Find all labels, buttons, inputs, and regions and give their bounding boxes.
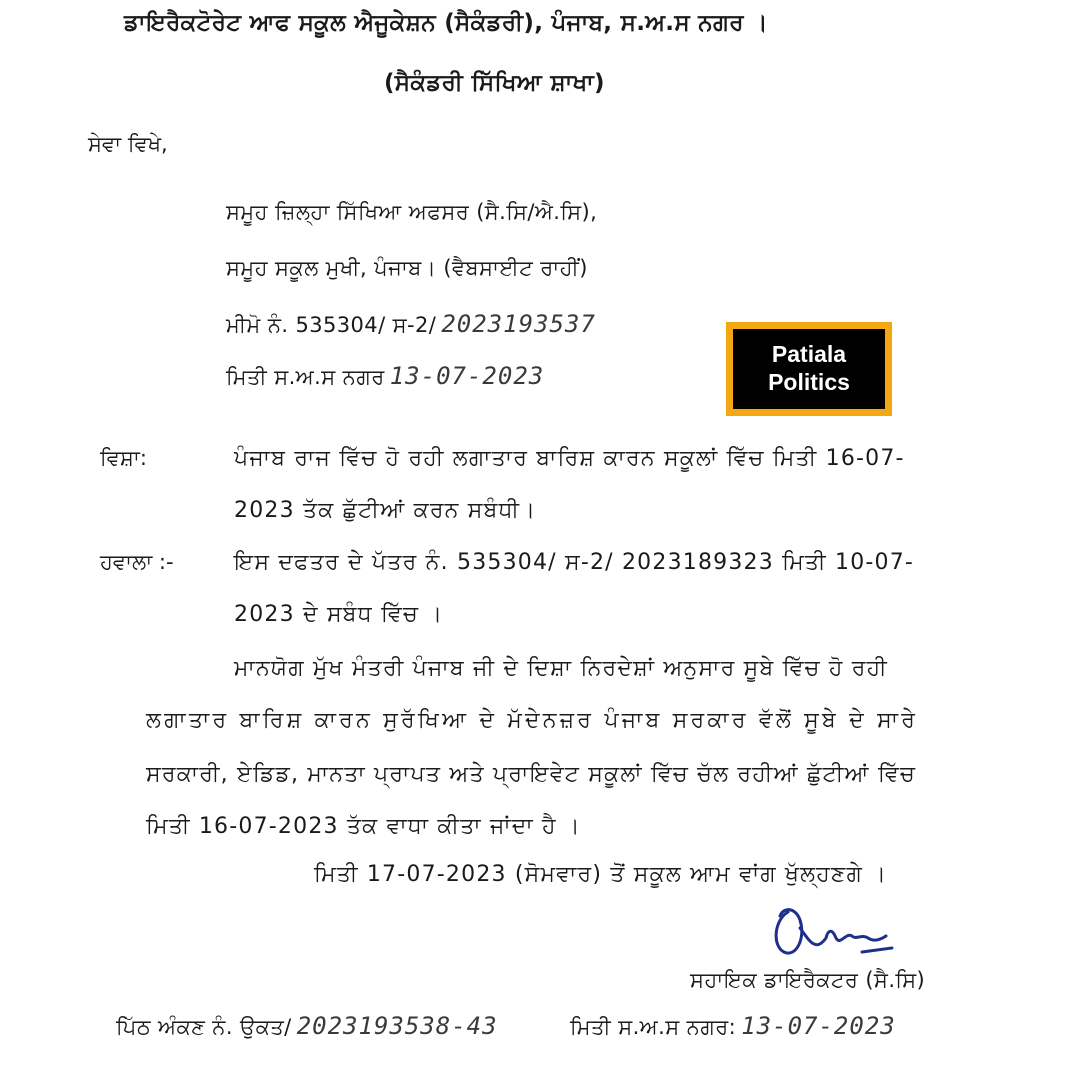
- endorsement-date-prefix: ਮਿਤੀ ਸ.ਅ.ਸ ਨਗਰ:: [570, 1015, 737, 1039]
- subject-label: ਵਿਸ਼ਾ:: [100, 446, 147, 470]
- memo-line: [226, 310, 596, 338]
- salutation: ਸੇਵਾ ਵਿਖੇ,: [88, 132, 168, 156]
- body-line-5: ਮਿਤੀ 17-07-2023 (ਸੋਮਵਾਰ) ਤੋਂ ਸਕੂਲ ਆਮ ਵਾਂਗ ਖੁੱਲ੍ਹਣਗੇ ।: [314, 862, 888, 887]
- endorsement-line: [116, 1012, 498, 1040]
- signature-mark: [766, 898, 896, 968]
- reference-label: ਹਵਾਲਾ :-: [100, 550, 174, 574]
- memo-number-handwritten: 2023193537: [441, 310, 596, 338]
- branch-subtitle: (ਸੈਕੰਡਰੀ ਸਿੱਖਿਆ ਸ਼ਾਖਾ): [384, 70, 605, 96]
- watermark-line-1: Patiala: [771, 341, 847, 368]
- date-prefix: ਮਿਤੀ ਸ.ਅ.ਸ ਨਗਰ: [226, 365, 385, 389]
- recipient-line-1: ਸਮੂਹ ਜ਼ਿਲ੍ਹਾ ਸਿੱਖਿਆ ਅਫਸਰ (ਸੈ.ਸਿ/ਐ.ਸਿ),: [226, 200, 598, 224]
- endorsement-number-handwritten: 2023193538-43: [296, 1012, 498, 1040]
- body-line-1: ਮਾਨਯੋਗ ਮੁੱਖ ਮੰਤਰੀ ਪੰਜਾਬ ਜੀ ਦੇ ਦਿਸ਼ਾ ਨਿਰਦੇਸ਼ਾਂ ਅਨੁਸਾਰ ਸੂਬੇ ਵਿੱਚ ਹੋ ਰਹੀ: [234, 656, 888, 681]
- subject-line-2: 2023 ਤੱਕ ਛੁੱਟੀਆਂ ਕਰਨ ਸਬੰਧੀ।: [234, 498, 537, 523]
- watermark-badge: [726, 322, 892, 416]
- watermark-line-2: Politics: [768, 369, 850, 395]
- date-handwritten: 13-07-2023: [389, 362, 545, 390]
- memo-prefix: ਮੀਮੋ ਨੰ. 535304/ ਸ-2/: [226, 313, 437, 337]
- recipient-line-2: ਸਮੂਹ ਸਕੂਲ ਮੁਖੀ, ਪੰਜਾਬ। (ਵੈਬਸਾਈਟ ਰਾਹੀਂ): [226, 256, 588, 280]
- endorsement-prefix: ਪਿੱਠ ਅੰਕਣ ਨੰ. ਉਕਤ/: [116, 1015, 292, 1039]
- watermark-badge-inner: [733, 329, 885, 409]
- endorsement-date-handwritten: 13-07-2023: [741, 1012, 896, 1040]
- signatory-title: ਸਹਾਇਕ ਡਾਇਰੈਕਟਰ (ਸੈ.ਸਿ): [690, 968, 926, 992]
- subject-line-1: ਪੰਜਾਬ ਰਾਜ ਵਿੱਚ ਹੋ ਰਹੀ ਲਗਾਤਾਰ ਬਾਰਿਸ਼ ਕਾਰਨ ਸਕੂਲਾਂ ਵਿੱਚ ਮਿਤੀ 16-07-: [234, 446, 905, 471]
- reference-line-2: 2023 ਦੇ ਸਬੰਧ ਵਿੱਚ ।: [234, 602, 444, 627]
- body-line-3: ਸਰਕਾਰੀ, ਏਡਿਡ, ਮਾਨਤਾ ਪ੍ਰਾਪਤ ਅਤੇ ਪ੍ਰਾਇਵੇਟ ਸਕੂਲਾਂ ਵਿੱਚ ਚੱਲ ਰਹੀਆਂ ਛੁੱਟੀਆਂ ਵਿੱਚ: [146, 762, 917, 787]
- endorsement-date: [570, 1012, 896, 1040]
- date-line: [226, 362, 544, 390]
- office-title: ਡਾਇਰੈਕਟੋਰੇਟ ਆਫ ਸਕੂਲ ਐਜੂਕੇਸ਼ਨ (ਸੈਕੰਡਰੀ), ਪੰਜਾਬ, ਸ.ਅ.ਸ ਨਗਰ ।: [124, 10, 768, 36]
- body-line-2: ਲਗਾਤਾਰ ਬਾਰਿਸ਼ ਕਾਰਨ ਸੁਰੱਖਿਆ ਦੇ ਮੱਦੇਨਜ਼ਰ ਪੰਜਾਬ ਸਰਕਾਰ ਵੱਲੋਂ ਸੂਬੇ ਦੇ ਸਾਰੇ: [146, 708, 919, 733]
- reference-line-1: ਇਸ ਦਫਤਰ ਦੇ ਪੱਤਰ ਨੰ. 535304/ ਸ-2/ 2023189323 ਮਿਤੀ 10-07-: [234, 550, 915, 575]
- body-line-4: ਮਿਤੀ 16-07-2023 ਤੱਕ ਵਾਧਾ ਕੀਤਾ ਜਾਂਦਾ ਹੈ ।: [146, 814, 581, 839]
